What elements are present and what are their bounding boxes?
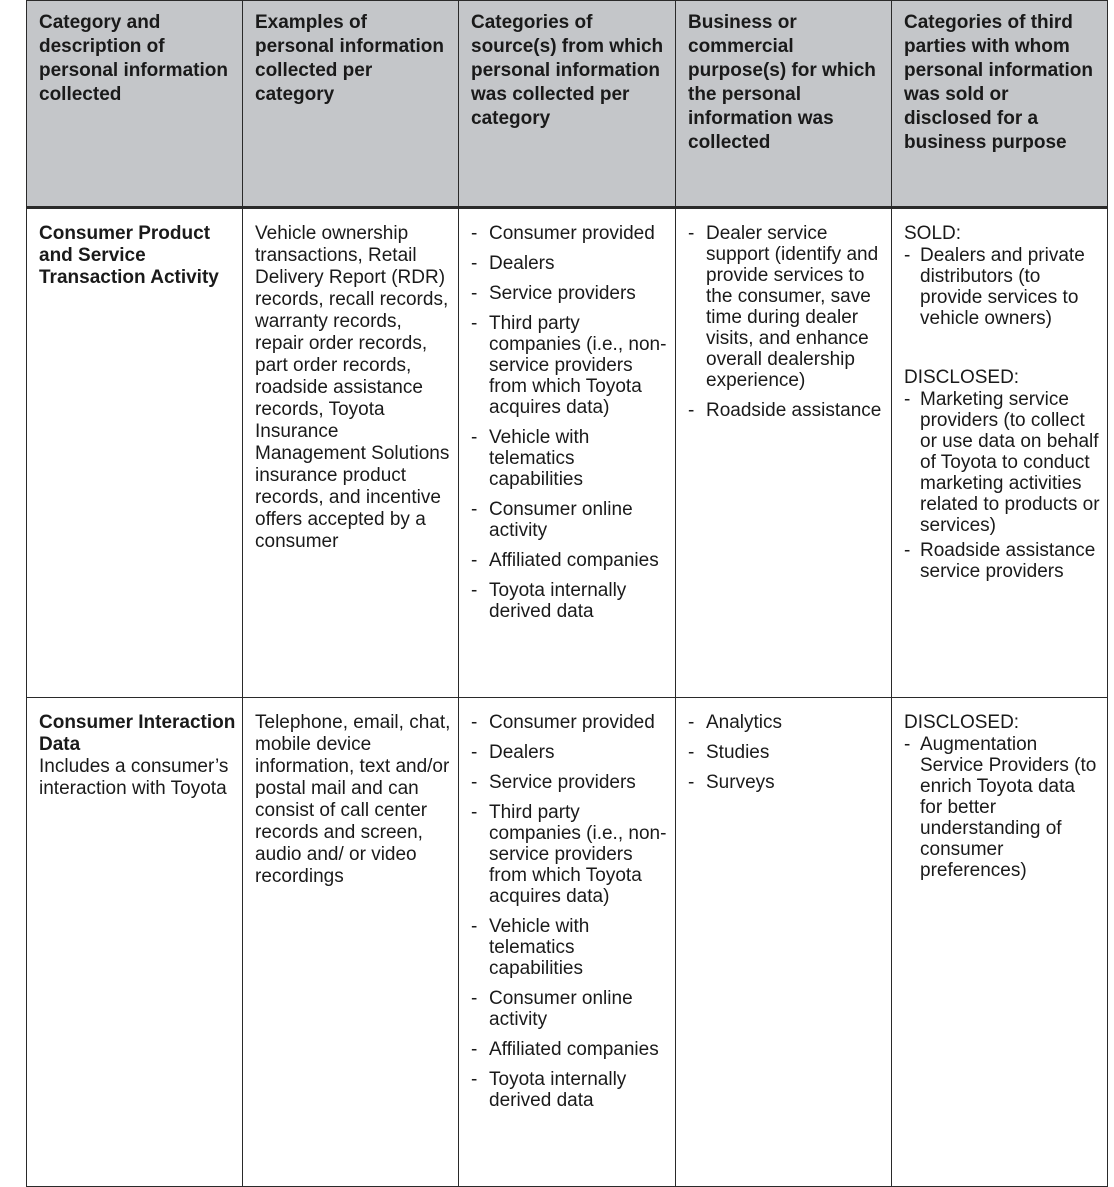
- list-item: - Third party companies (i.e., non-service providers from which Toyota acquires data): [471, 313, 669, 418]
- list-item: - Studies: [688, 742, 885, 763]
- examples-text: Telephone, email, chat, mobile device information, text and/or postal mail and can consist of call center records and screen, audio and/ or video recordings: [255, 712, 451, 887]
- header-sources: Categories of source(s) from which personal information was collected per category: [459, 1, 676, 208]
- examples-cell: [243, 208, 459, 698]
- table-row: [27, 208, 1108, 698]
- list-item: - Consumer provided: [471, 712, 669, 733]
- list-item: - Vehicle with telematics capabilities: [471, 427, 669, 490]
- list-item: - Roadside assistance service providers: [904, 540, 1101, 582]
- header-purposes: Business or commercial purpose(s) for which the personal information was collected: [676, 1, 892, 208]
- list-item: - Service providers: [471, 772, 669, 793]
- sources-cell: [459, 208, 676, 698]
- header-row: [27, 1, 1108, 208]
- header-third-parties: Categories of third parties with whom personal information was sold or disclosed for a business purpose: [892, 1, 1108, 208]
- third-parties-cell: [892, 698, 1108, 1187]
- list-item: - Analytics: [688, 712, 885, 733]
- category-title: Consumer Product and Service Transaction Activity: [39, 223, 219, 288]
- header-examples: Examples of personal information collected per category: [243, 1, 459, 208]
- category-cell: [27, 208, 243, 698]
- list-item: - Consumer online activity: [471, 988, 669, 1030]
- list-item: - Toyota internally derived data: [471, 580, 669, 622]
- list-item: - Dealers: [471, 253, 669, 274]
- header-category: Category and description of personal information collected: [27, 1, 243, 208]
- examples-text: Vehicle ownership transactions, Retail Delivery Report (RDR) records, recall records, warranty records, repair order records, part order records, roadside assistance records, Toyota Insurance Management Solutions insurance product records, and incentive offers accepted by a consumer: [255, 223, 450, 552]
- sources-cell: [459, 698, 676, 1187]
- list-item: - Dealers: [471, 742, 669, 763]
- list-item: - Consumer provided: [471, 223, 669, 244]
- list-item: - Toyota internally derived data: [471, 1069, 669, 1111]
- list-item: - Marketing service providers (to collect or use data on behalf of Toyota to conduct marketing activities related to products or services): [904, 389, 1101, 536]
- disclosed-label: DISCLOSED:: [904, 367, 1020, 388]
- list-item: - Dealer service support (identify and provide services to the consumer, save time during dealer visits, and enhance overall dealership experience): [688, 223, 885, 391]
- purposes-cell: [676, 208, 892, 698]
- privacy-disclosure-table: [26, 0, 1108, 1187]
- list-item: - Affiliated companies: [471, 1039, 669, 1060]
- category-title: Consumer Interaction Data: [39, 712, 236, 755]
- purposes-cell: [676, 698, 892, 1187]
- third-parties-cell: [892, 208, 1108, 698]
- list-item: - Surveys: [688, 772, 885, 793]
- category-cell: [27, 698, 243, 1187]
- table-row: [27, 698, 1108, 1187]
- list-item: - Consumer online activity: [471, 499, 669, 541]
- list-item: - Roadside assistance: [688, 400, 885, 421]
- list-item: - Augmentation Service Providers (to enrich Toyota data for better understanding of consumer preferences): [904, 734, 1101, 881]
- list-item: - Third party companies (i.e., non-service providers from which Toyota acquires data): [471, 802, 669, 907]
- list-item: - Dealers and private distributors (to provide services to vehicle owners): [904, 245, 1101, 329]
- category-description: Includes a consumer’s interaction with Toyota: [39, 756, 229, 799]
- list-item: - Service providers: [471, 283, 669, 304]
- disclosed-label: DISCLOSED:: [904, 712, 1020, 733]
- examples-cell: [243, 698, 459, 1187]
- list-item: - Affiliated companies: [471, 550, 669, 571]
- list-item: - Vehicle with telematics capabilities: [471, 916, 669, 979]
- sold-label: SOLD:: [904, 223, 962, 244]
